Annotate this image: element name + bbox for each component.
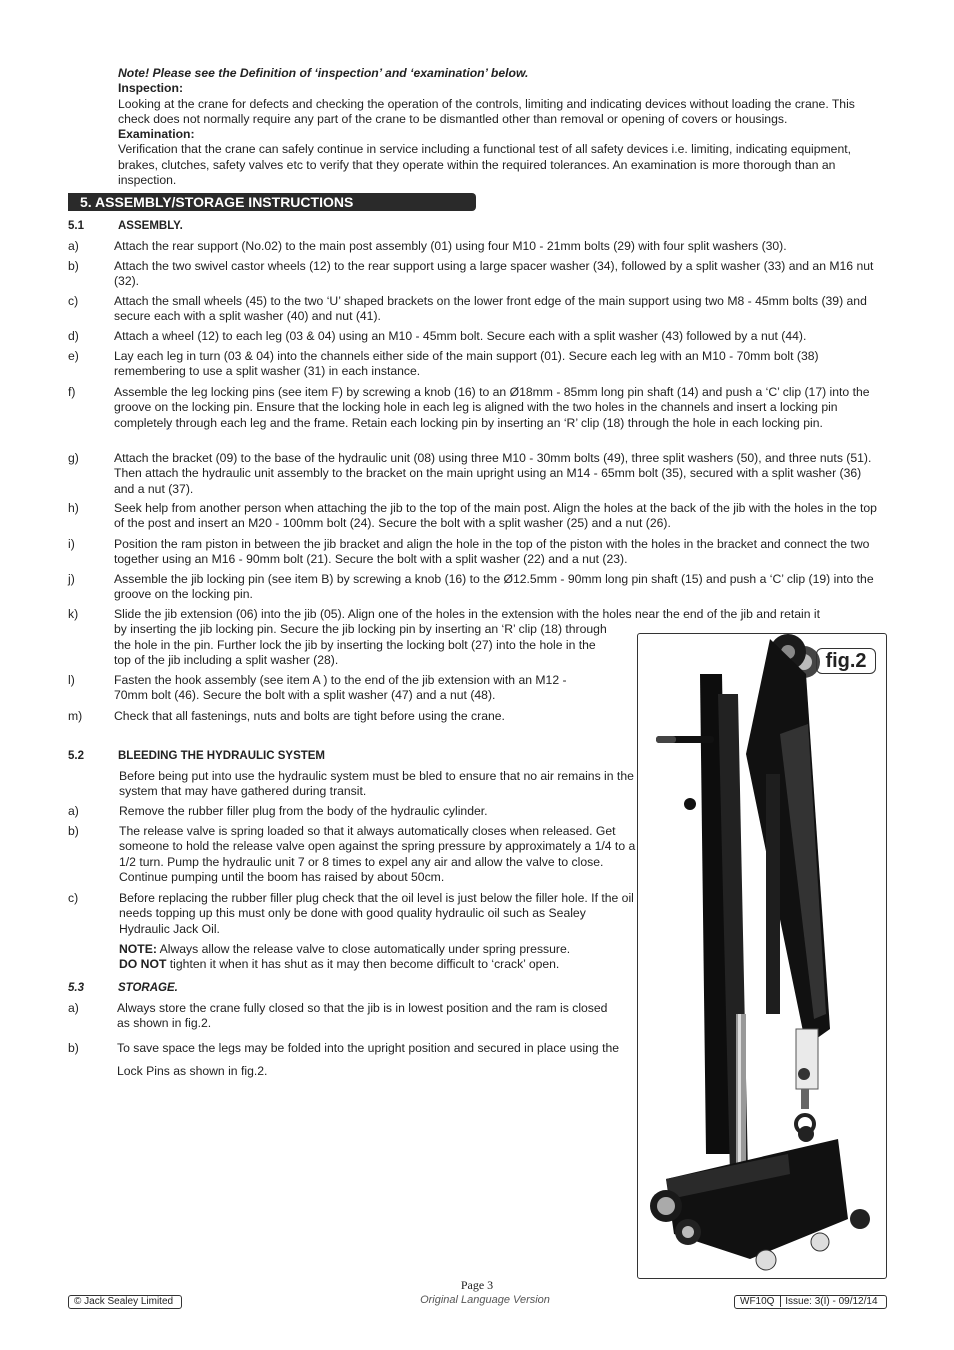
section-5-title: 5. ASSEMBLY/STORAGE INSTRUCTIONS (80, 194, 354, 210)
inspection-text: Looking at the crane for defects and checking the operation of the controls, limiting and indicating devices without loading the crane. This check does not normally require any part of the crane to be dismantled other than removal or opening of covers or housings. (118, 96, 855, 126)
item-text: Attach a wheel (12) to each leg (03 & 04) using an M10 - 45mm bolt. Secure each with a split washer (43) followed by a nut (44). (114, 329, 807, 343)
list-item (68, 349, 878, 380)
note-heading: Note! Please see the Definition of ‘inspection’ and ‘examination’ below. (118, 66, 529, 80)
page-number: Page 3 (460, 1278, 494, 1292)
list-item (68, 572, 878, 603)
list-item (68, 385, 878, 431)
figure-2-label: fig.2 (816, 648, 876, 674)
bleeding-intro: Before being put into use the hydraulic system must be bled to ensure that no air remains in the system that may have gathered during transit. (119, 769, 634, 799)
item-key: a) (68, 804, 79, 818)
item-text: Assemble the leg locking pins (see item F) by screwing a knob (16) to an Ø18mm - 85mm long pin shaft (14) and push a ‘C’ clip (17) into the groove on the locking pin. Ensure that the locking hole in each leg is aligned with the two holes in the channels and insert a locking pin completely through each leg and the frame. Retain each locking pin by inserting an ‘R’ clip (18) through the hole in each locking pin. (114, 385, 870, 430)
item-text: Attach the small wheels (45) to the two ‘U’ shaped brackets on the lower front edge of the main support using two M8 - 45mm bolts (39) and secure each with a split washer (40) and nut (41). (114, 294, 867, 324)
list-item (68, 294, 878, 325)
item-text: Lay each leg in turn (03 & 04) into the channels either side of the main support (01). Secure each leg with an M10 - 70mm bolt (38) remembering to use a split washer (31) in each instance. (114, 349, 819, 379)
list-item (68, 259, 878, 290)
figure-2-frame (637, 633, 887, 1279)
item-text-continued: by inserting the jib locking pin. Secure the jib locking pin by inserting an ‘R’ clip (18) through the hole in the pin. Further lock the jib by inserting the locking bolt (27) into the hole in the top of the jib including a split washer (28). (114, 622, 607, 667)
valve-note (119, 942, 635, 973)
model-number: WF10Q (740, 1296, 775, 1307)
item-text: Attach the rear support (No.02) to the main post assembly (01) using four M10 - 21mm bolts (29) with four split washers (30). (114, 239, 787, 253)
note-label: NOTE: (119, 942, 157, 956)
item-text: Remove the rubber filler plug from the body of the hydraulic cylinder. (119, 804, 488, 818)
item-key: g) (68, 451, 79, 465)
item-key: c) (68, 294, 79, 308)
item-key: i) (68, 537, 75, 551)
list-item (68, 537, 878, 568)
item-text: Fasten the hook assembly (see item A ) to the end of the jib extension with an M12 - 70mm bolt (46). Secure the bolt with a split washer (47) and a nut (48). (114, 673, 567, 703)
item-key: l) (68, 673, 75, 687)
item-key: j) (68, 572, 75, 586)
do-not-text: tighten it when it has shut as it may then become difficult to ‘crack’ open. (166, 957, 560, 972)
examination-label: Examination: (118, 127, 195, 142)
language-version: Original Language Version (420, 1294, 550, 1306)
subsection-5-3-heading (68, 981, 178, 996)
subsection-5-1-heading (68, 219, 183, 234)
item-text: Slide the jib extension (06) into the jib (05). Align one of the holes in the extension with the holes near the end of the jib and retain it (114, 607, 820, 621)
list-item (68, 1001, 636, 1032)
item-key: a) (68, 239, 79, 253)
item-key: b) (68, 824, 79, 838)
list-item (68, 824, 636, 885)
list-item (68, 1037, 636, 1083)
subsection-title: BLEEDING THE HYDRAULIC SYSTEM (118, 750, 326, 762)
subsection-title: ASSEMBLY. (118, 220, 183, 232)
item-key: a) (68, 1001, 79, 1015)
subsection-number: 5.2 (68, 750, 84, 762)
item-key: h) (68, 501, 79, 515)
list-item (68, 329, 878, 344)
item-text: The release valve is spring loaded so that it always automatically closes when released. Get someone to hold the release valve open against the spring pressure by approximately a 1/4 to a 1/2 turn. Pump the hydraulic unit 7 or 8 times to expel any air and allow the valve to close. Continue pumping until the boom has raised by about 50cm. (119, 824, 636, 884)
list-item (68, 891, 636, 937)
examination-text: Verification that the crane can safely continue in service including a functional test of all safety devices i.e. limiting, indicating equipment, brakes, clutches, safety valves etc to verify that they operate within the required tolerances. An examination is more thorough than an inspection. (118, 142, 852, 188)
item-text: Before replacing the rubber filler plug check that the oil level is just below the filler hole. If the oil needs topping up this must only be done with good quality hydraulic oil such as Sealey Hydraulic Jack Oil. (119, 891, 634, 936)
list-item (68, 501, 878, 532)
folded-crane-illustration (638, 634, 886, 1278)
subsection-number: 5.3 (68, 982, 84, 994)
item-key: c) (68, 891, 79, 905)
definitions-note (118, 66, 878, 188)
item-key: b) (68, 259, 79, 273)
list-item (68, 673, 636, 704)
copyright-box: © Jack Sealey Limited (68, 1295, 182, 1309)
subsection-number: 5.1 (68, 220, 84, 232)
list-item (68, 804, 636, 819)
item-text: Seek help from another person when attaching the jib to the top of the main post. Align the holes at the back of the jib with the holes in the top of the post and insert an M20 - 100mm bolt (24). Secure the bolt with a split washer (25) and a nut (26). (114, 501, 877, 531)
item-text: Check that all fastenings, nuts and bolts are tight before using the crane. (114, 709, 505, 723)
item-key: m) (68, 709, 83, 723)
list-item (68, 239, 878, 254)
item-text: Position the ram piston in between the jib bracket and align the hole in the top of the piston with the holes in the bracket and connect the two together using an M16 - 90mm bolt (21). Secure the bolt with a split washer (22) and a nut (23). (114, 537, 870, 567)
issue-date: Issue: 3(I) - 09/12/14 (780, 1296, 877, 1307)
list-item (68, 451, 878, 497)
section-5-heading (68, 193, 476, 211)
item-key: e) (68, 349, 79, 363)
do-not-label: DO NOT (119, 957, 167, 972)
item-key: b) (68, 1041, 79, 1055)
subsection-5-2-heading (68, 749, 326, 764)
item-text: Assemble the jib locking pin (see item B) by screwing a knob (16) to the Ø12.5mm - 90mm long pin shaft (15) and push a ‘C’ clip (19) into the groove on the locking pin. (114, 572, 874, 602)
item-key: k) (68, 607, 79, 621)
subsection-title: STORAGE. (118, 982, 178, 994)
item-text: Always store the crane fully closed so that the jib is in lowest position and the ram is closed as shown in fig.2. (117, 1001, 608, 1031)
list-item (68, 709, 636, 724)
item-key: f) (68, 385, 76, 399)
item-text: To save space the legs may be folded into the upright position and secured in place using the Lock Pins as shown in fig.2. (117, 1041, 620, 1078)
inspection-label: Inspection: (118, 81, 184, 96)
note-text: Always allow the release valve to close automatically under spring pressure. (156, 942, 571, 956)
item-text: Attach the bracket (09) to the base of the hydraulic unit (08) using three M10 - 30mm bolts (49), three split washers (50), and three nuts (51). Then attach the hydraulic unit assembly to the bracket on the main upright using an M14 - 65mm bolt (35), secured with a split washer (36) and a nut (37). (114, 451, 872, 496)
item-key: d) (68, 329, 79, 343)
item-text: Attach the two swivel castor wheels (12) to the rear support using a large spacer washer (34), followed by a split washer (33) and an M16 nut (32). (114, 259, 874, 289)
model-issue-box (734, 1295, 887, 1309)
